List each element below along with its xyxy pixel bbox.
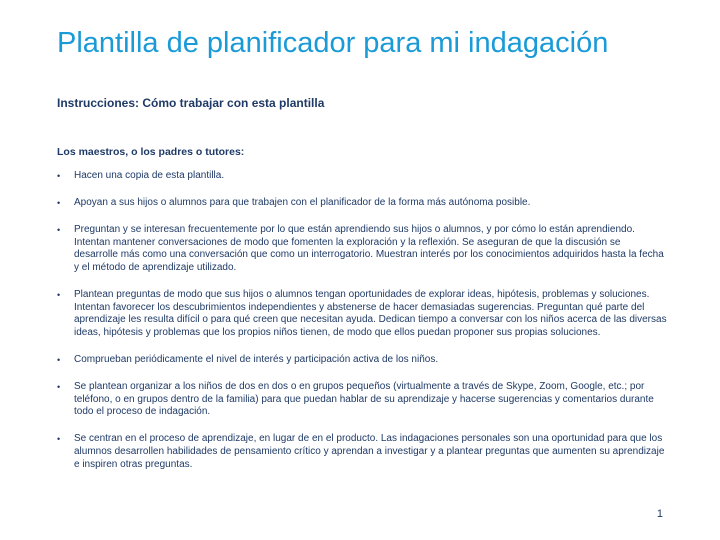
bullet-icon: • (57, 198, 61, 209)
slide-title: Plantilla de planificador para mi indagación (57, 27, 609, 59)
bullet-text: Plantean preguntas de modo que sus hijos o alumnos tengan oportunidades de explorar ideas, hipótesis, problemas y soluciones. Intentan favorecer los descubrimientos independientes y abstenerse de hacer demasiadas sugerencias. Preguntan qué parte del aprendizaje les resulta difícil o para qué creen que necesitan ayuda. Dedican tiempo a conversar con los niños acerca de las diversas ideas, hipótesis y problemas que los propios niños tienen, de modo que ellos puedan proponer sus propias soluciones. (74, 289, 667, 338)
page-number: 1 (656, 508, 663, 520)
bullet-list (57, 170, 667, 486)
bullet-text: Hacen una copia de esta plantilla. (74, 170, 225, 181)
audience-heading: Los maestros, o los padres o tutores: (57, 146, 245, 158)
bullet-icon: • (57, 354, 61, 365)
bullet-text: Se plantean organizar a los niños de dos en dos o en grupos pequeños (virtualmente a través de Skype, Zoom, Google, etc.; por teléfono, o en grupos dentro de la familia) para que puedan hablar de su aprendizaje y hacerse sugerencias y comentarios durante todo el proceso de indagación. (74, 381, 654, 418)
bullet-text: Preguntan y se interesan frecuentemente por lo que están aprendiendo sus hijos o alumnos, y por cómo lo están aprendiendo. Intentan mantener conversaciones de modo que fomenten la exploración y la reflexión. Se aseguran de que la discusión se desarrolle más como una conversación que como un interrogatorio. Muestran interés por los conocimientos adquiridos hasta la fecha y el método de aprendizaje utilizado. (74, 224, 664, 273)
bullet-text: Se centran en el proceso de aprendizaje, en lugar de en el producto. Las indagaciones personales son una oportunidad para que los alumnos desarrollen habilidades de pensamiento crítico y aprendan a investigar y a plantear preguntas que aumenten su aprendizaje e inspiren otras preguntas. (74, 433, 665, 470)
bullet-icon: • (57, 290, 61, 301)
list-item (57, 224, 667, 274)
list-item (57, 289, 667, 339)
bullet-icon: • (57, 434, 61, 445)
list-item (57, 170, 667, 183)
bullet-icon: • (57, 171, 61, 181)
list-item (57, 381, 667, 419)
bullet-text: Apoyan a sus hijos o alumnos para que trabajen con el planificador de la forma más autónoma posible. (74, 197, 531, 209)
bullet-icon: • (57, 382, 61, 393)
bullet-icon: • (57, 225, 61, 236)
bullet-text: Comprueban periódicamente el nivel de interés y participación activa de los niños. (74, 353, 439, 365)
list-item (57, 354, 667, 367)
instructions-heading: Instrucciones: Cómo trabajar con esta plantilla (57, 96, 325, 110)
list-item (57, 433, 667, 471)
list-item (57, 197, 667, 210)
